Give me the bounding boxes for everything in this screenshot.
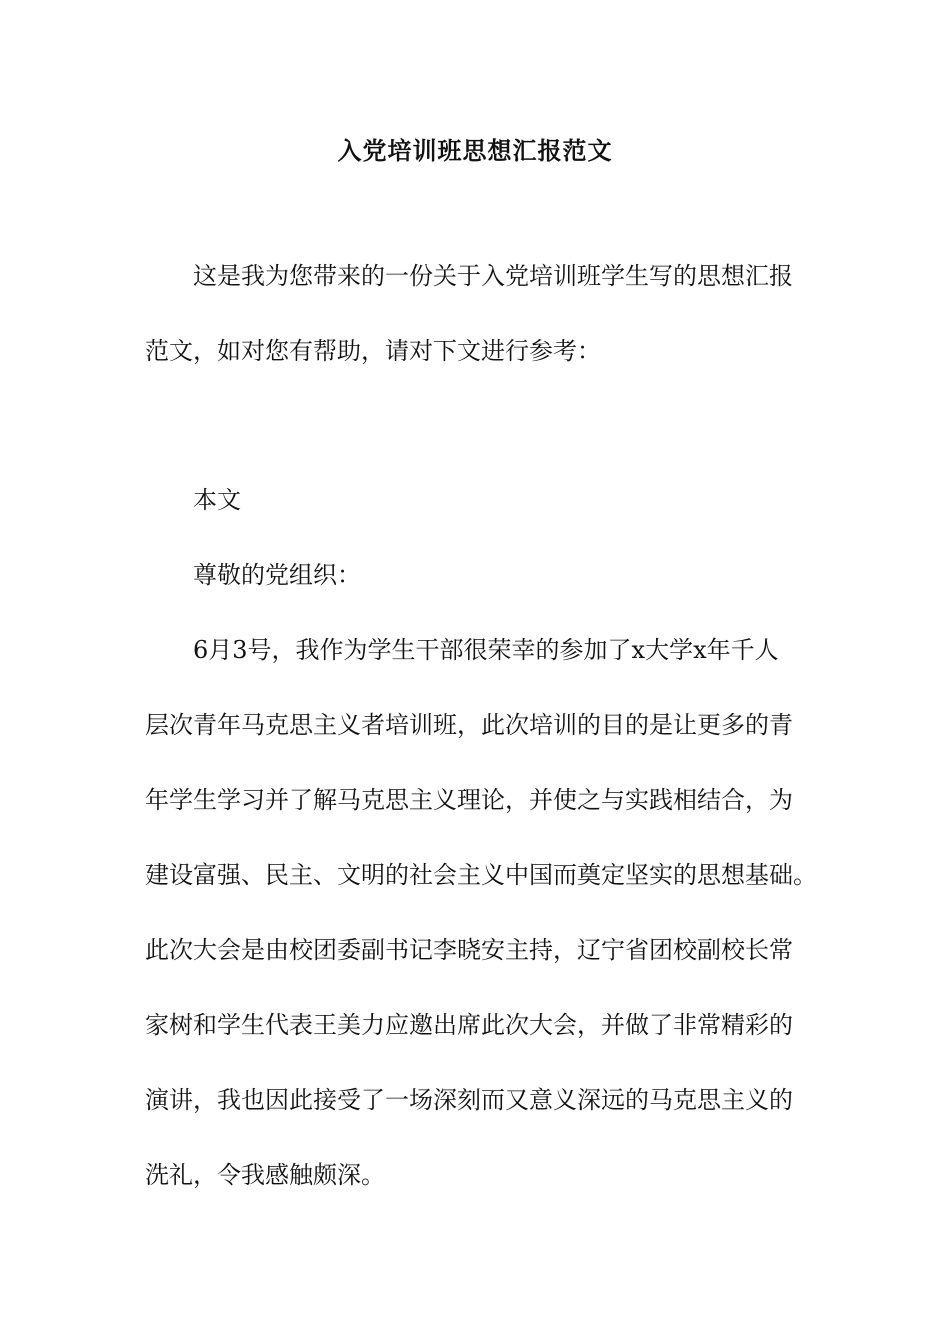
section-label: 本文	[193, 486, 241, 514]
intro-line-1: 这是我为您带来的一份关于入党培训班学生写的思想汇报	[193, 262, 793, 290]
body-line-6: 家树和学生代表王美力应邀出席此次大会，并做了非常精彩的	[145, 1011, 793, 1039]
body-line-5: 此次大会是由校团委副书记李晓安主持，辽宁省团校副校长常	[145, 936, 793, 964]
body-line-7: 演讲，我也因此接受了一场深刻而又意义深远的马克思主义的	[145, 1086, 793, 1114]
body-line-3: 年学生学习并了解马克思主义理论，并使之与实践相结合，为	[145, 786, 793, 814]
body-line-1: 6月3号，我作为学生干部很荣幸的参加了x大学x年千人	[193, 636, 779, 664]
document-title: 入党培训班思想汇报范文	[337, 136, 613, 165]
body-line-4: 建设富强、民主、文明的社会主义中国而奠定坚实的思想基础。	[145, 861, 817, 889]
body-line-8: 洗礼，令我感触颇深。	[145, 1161, 385, 1189]
body-line-2: 层次青年马克思主义者培训班，此次培训的目的是让更多的青	[145, 711, 793, 739]
intro-line-2: 范文，如对您有帮助，请对下文进行参考：	[145, 337, 601, 365]
salutation: 尊敬的党组织：	[193, 561, 361, 589]
